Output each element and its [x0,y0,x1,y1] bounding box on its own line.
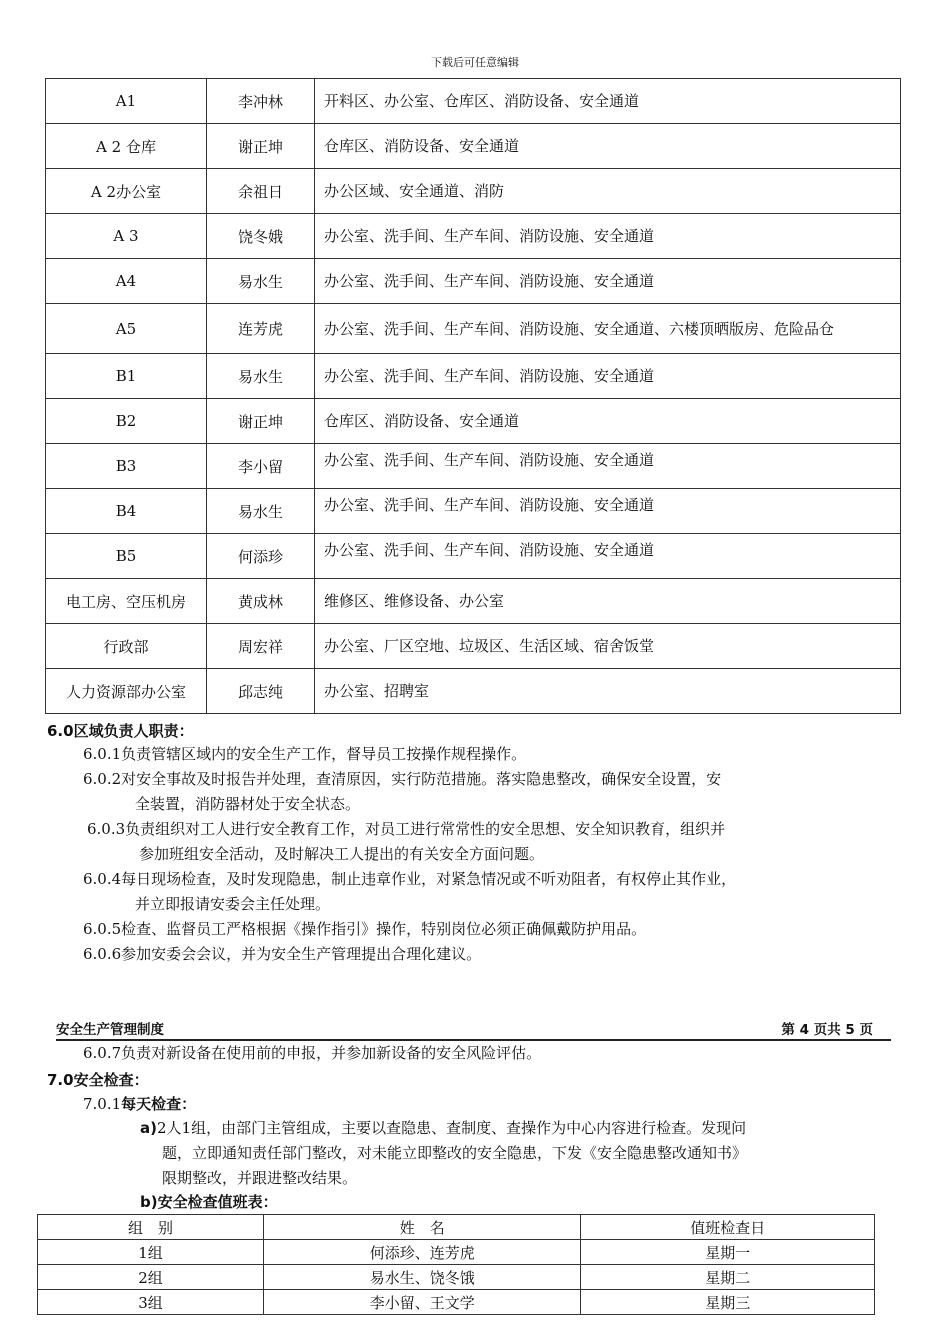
section-7-title: 7.0安全检查： [47,1071,149,1089]
scope-cell: 办公室、洗手间、生产车间、消防设施、安全通道 [315,259,901,304]
table-cell: 3组 [38,1290,264,1315]
footer-page-number: 第 4 页共 5 页 [781,1022,873,1038]
table-row [46,399,901,444]
duty-item-line-1: 6.0.5检查、监督员工严格根据《操作指引》操作，特别岗位必须正确佩戴防护用品。 [83,920,647,938]
scope-cell: 开料区、办公室、仓库区、消防设备、安全通道 [315,79,901,124]
table-row [46,169,901,214]
table-cell: 李小留、王文学 [263,1290,580,1315]
item-a [140,1116,910,1191]
duty-item-line-2: 并立即报请安委会主任处理。 [135,895,331,913]
item-a-line-2: 题，立即通知责任部门整改，对未能立即整改的安全隐患，下发《安全隐患整改通知书》 [162,1144,748,1162]
area-cell: B5 [46,534,207,579]
table-cell: 易水生、饶冬饿 [263,1265,580,1290]
area-cell: 行政部 [46,624,207,669]
person-cell: 何添珍 [207,534,315,579]
duty-item-line-1: 6.0.6参加安委会会议，并为安全生产管理提出合理化建议。 [83,945,482,963]
table-row [46,534,901,579]
table-row [38,1240,875,1265]
area-cell: A 3 [46,214,207,259]
person-cell: 易水生 [207,489,315,534]
table-row [46,214,901,259]
item-a-prefix: a) [140,1119,157,1137]
area-cell: A 2办公室 [46,169,207,214]
person-cell: 谢正坤 [207,399,315,444]
person-cell: 李小留 [207,444,315,489]
duty-item [83,767,913,817]
duty-item [87,817,917,867]
duty-item-line-1: 6.0.4每日现场检查，及时发现隐患，制止违章作业，对紧急情况或不听劝阻者，有权停止其作业， [83,870,737,888]
area-cell: B4 [46,489,207,534]
table-cell: 2组 [38,1265,264,1290]
person-cell: 周宏祥 [207,624,315,669]
scope-cell: 仓库区、消防设备、安全通道 [315,124,901,169]
table-row [46,489,901,534]
duty-item-line-1: 6.0.2对安全事故及时报告并处理，查清原因，实行防范措施。落实隐患整改，确保安全设置，安 [83,770,722,788]
item-6-0-7: 6.0.7负责对新设备在使用前的申报，并参加新设备的安全风险评估。 [83,1044,542,1062]
area-cell: B1 [46,354,207,399]
table-row [46,259,901,304]
table-cell: 星期一 [581,1240,875,1265]
person-cell: 连芳虎 [207,304,315,354]
scope-cell: 办公室、洗手间、生产车间、消防设施、安全通道、六楼顶晒版房、危险品仓 [315,304,901,354]
column-header: 姓 名 [263,1215,580,1240]
area-cell: B2 [46,399,207,444]
person-cell: 余祖日 [207,169,315,214]
scope-cell: 办公室、洗手间、生产车间、消防设施、安全通道 [315,534,901,579]
area-cell: 电工房、空压机房 [46,579,207,624]
person-cell: 易水生 [207,259,315,304]
area-cell: A4 [46,259,207,304]
subsection-number: 7.0.1 [83,1095,122,1113]
table-row [38,1265,875,1290]
table-row [46,624,901,669]
table-row [46,354,901,399]
column-header: 组 别 [38,1215,264,1240]
table-row [38,1290,875,1315]
header-note: 下载后可任意编辑 [431,56,519,69]
table-row [46,579,901,624]
subsection-7-0-1 [83,1092,196,1117]
duty-item-line-2: 参加班组安全活动，及时解决工人提出的有关安全方面问题。 [139,845,545,863]
table-row [46,444,901,489]
duty-item-line-1: 6.0.3负责组织对工人进行安全教育工作，对员工进行常常性的安全思想、安全知识教育，组织并 [87,820,726,838]
footer-doc-title: 安全生产管理制度 [56,1022,164,1038]
scope-cell: 办公室、厂区空地、垃圾区、生活区域、宿舍饭堂 [315,624,901,669]
area-cell: A 2 仓库 [46,124,207,169]
subsection-title: 每天检查： [121,1095,197,1113]
duty-item [83,742,913,767]
scope-cell: 办公区域、安全通道、消防 [315,169,901,214]
scope-cell: 办公室、洗手间、生产车间、消防设施、安全通道 [315,489,901,534]
person-cell: 邱志纯 [207,669,315,714]
table-row [46,669,901,714]
area-cell: A5 [46,304,207,354]
duty-item [83,917,913,942]
table-row [46,79,901,124]
duty-item-line-1: 6.0.1负责管辖区域内的安全生产工作，督导员工按操作规程操作。 [83,745,527,763]
area-cell: A1 [46,79,207,124]
duty-item [83,867,913,917]
area-cell: B3 [46,444,207,489]
person-cell: 易水生 [207,354,315,399]
section-6-title: 6.0区域负责人职责： [47,722,194,740]
item-a-line-1: 2人1组，由部门主管组成，主要以查隐患、查制度、查操作为中心内容进行检查。发现问 [156,1119,747,1137]
scope-cell: 办公室、洗手间、生产车间、消防设施、安全通道 [315,354,901,399]
scope-cell: 仓库区、消防设备、安全通道 [315,399,901,444]
person-cell: 谢正坤 [207,124,315,169]
scope-cell: 维修区、维修设备、办公室 [315,579,901,624]
table-cell: 星期二 [581,1265,875,1290]
table-cell: 何添珍、连芳虎 [263,1240,580,1265]
scope-cell: 办公室、招聘室 [315,669,901,714]
person-cell: 饶冬娥 [207,214,315,259]
duty-roster-table [37,1214,875,1315]
table-row [46,124,901,169]
person-cell: 黄成林 [207,579,315,624]
table-header-row [38,1215,875,1240]
table-row [46,304,901,354]
item-a-line-3: 限期整改，并跟进整改结果。 [162,1169,358,1187]
duty-item-line-2: 全装置，消防器材处于安全状态。 [135,795,361,813]
person-cell: 李冲林 [207,79,315,124]
page-footer [56,1018,891,1041]
duty-item [83,942,913,967]
area-cell: 人力资源部办公室 [46,669,207,714]
column-header: 值班检查日 [581,1215,875,1240]
table-cell: 星期三 [581,1290,875,1315]
scope-cell: 办公室、洗手间、生产车间、消防设施、安全通道 [315,444,901,489]
item-b-label: b)安全检查值班表： [140,1193,278,1211]
scope-cell: 办公室、洗手间、生产车间、消防设施、安全通道 [315,214,901,259]
area-responsibility-table [45,78,901,714]
table-cell: 1组 [38,1240,264,1265]
